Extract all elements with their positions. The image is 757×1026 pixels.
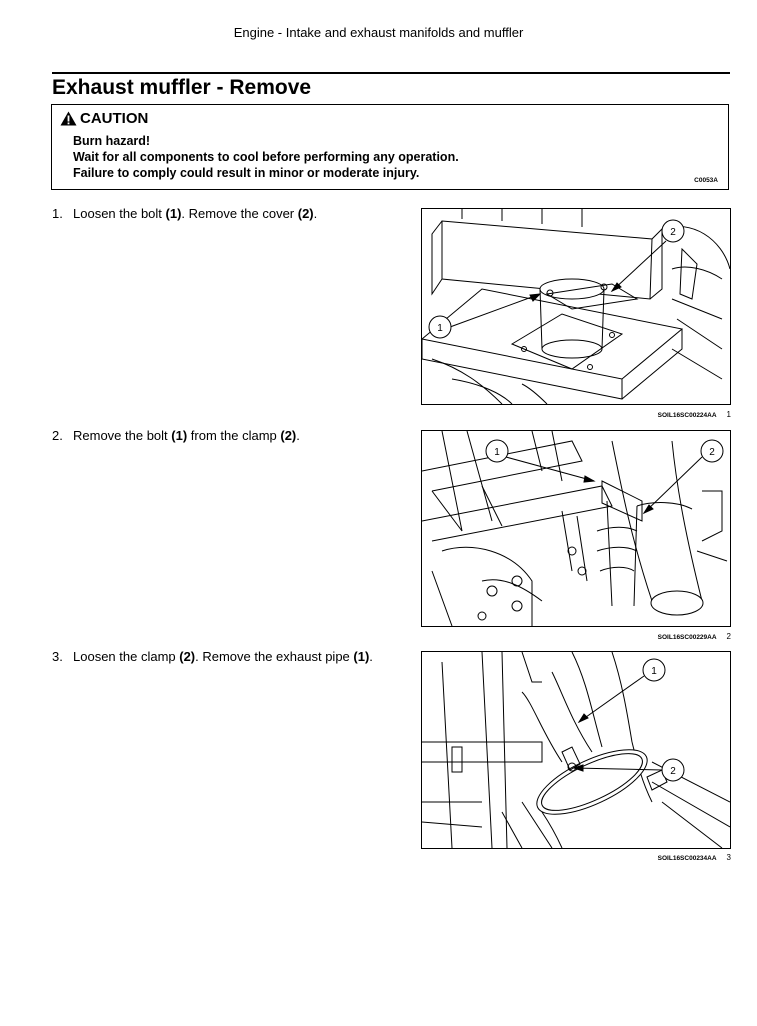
title-rule (52, 72, 730, 74)
step-text: Remove the bolt (73, 428, 172, 443)
callout-1: 1 (437, 323, 443, 334)
figure-id: SOIL16SC00229AA (657, 634, 717, 641)
figure-number: 1 (726, 410, 731, 419)
step-ref: (2) (179, 649, 196, 664)
callout-2: 2 (709, 447, 715, 458)
step-text: . (313, 206, 318, 221)
step-number: 1. (52, 206, 63, 221)
step-text: . Remove the cover (181, 206, 298, 221)
callout-2: 2 (670, 227, 676, 238)
caution-line: Wait for all components to cool before performing any operation. (73, 150, 459, 164)
step-ref: (1) (353, 649, 370, 664)
step-3 (52, 649, 373, 664)
step-ref: (2) (297, 206, 314, 221)
figure-2-drawing (422, 431, 730, 626)
figure-1 (421, 208, 731, 405)
caution-code: C0053A (694, 177, 718, 184)
figure-3 (421, 651, 731, 849)
callout-1: 1 (651, 666, 657, 677)
caution-line: Burn hazard! (73, 134, 151, 148)
step-number: 2. (52, 428, 63, 443)
caution-heading (60, 110, 148, 127)
figure-1-drawing (422, 209, 730, 404)
figure-caption (421, 632, 731, 641)
step-text: . Remove the exhaust pipe (195, 649, 354, 664)
figure-2 (421, 430, 731, 627)
page-title: Exhaust muffler - Remove (52, 76, 312, 99)
figure-3-drawing (422, 652, 730, 848)
step-text: Loosen the bolt (73, 206, 166, 221)
figure-number: 3 (726, 853, 731, 862)
step-ref: (1) (165, 206, 182, 221)
figure-caption (421, 410, 731, 419)
step-ref: (2) (280, 428, 297, 443)
step-text: . (296, 428, 300, 443)
step-text: Loosen the clamp (73, 649, 180, 664)
figure-id: SOIL16SC00224AA (657, 412, 717, 419)
step-ref: (1) (171, 428, 188, 443)
callout-1: 1 (494, 447, 500, 458)
caution-line: Failure to comply could result in minor or moderate injury. (73, 166, 420, 180)
step-1 (52, 206, 317, 221)
step-number: 3. (52, 649, 63, 664)
callout-2: 2 (670, 766, 676, 777)
figure-caption (421, 853, 731, 862)
figure-number: 2 (726, 632, 731, 641)
caution-box (51, 104, 729, 190)
step-2 (52, 428, 300, 443)
warning-triangle-icon (60, 111, 77, 126)
step-text: from the clamp (187, 428, 281, 443)
step-text: . (369, 649, 373, 664)
caution-label: CAUTION (80, 110, 149, 127)
section-header: Engine - Intake and exhaust manifolds and muffler (233, 25, 524, 40)
figure-id: SOIL16SC00234AA (657, 855, 717, 862)
